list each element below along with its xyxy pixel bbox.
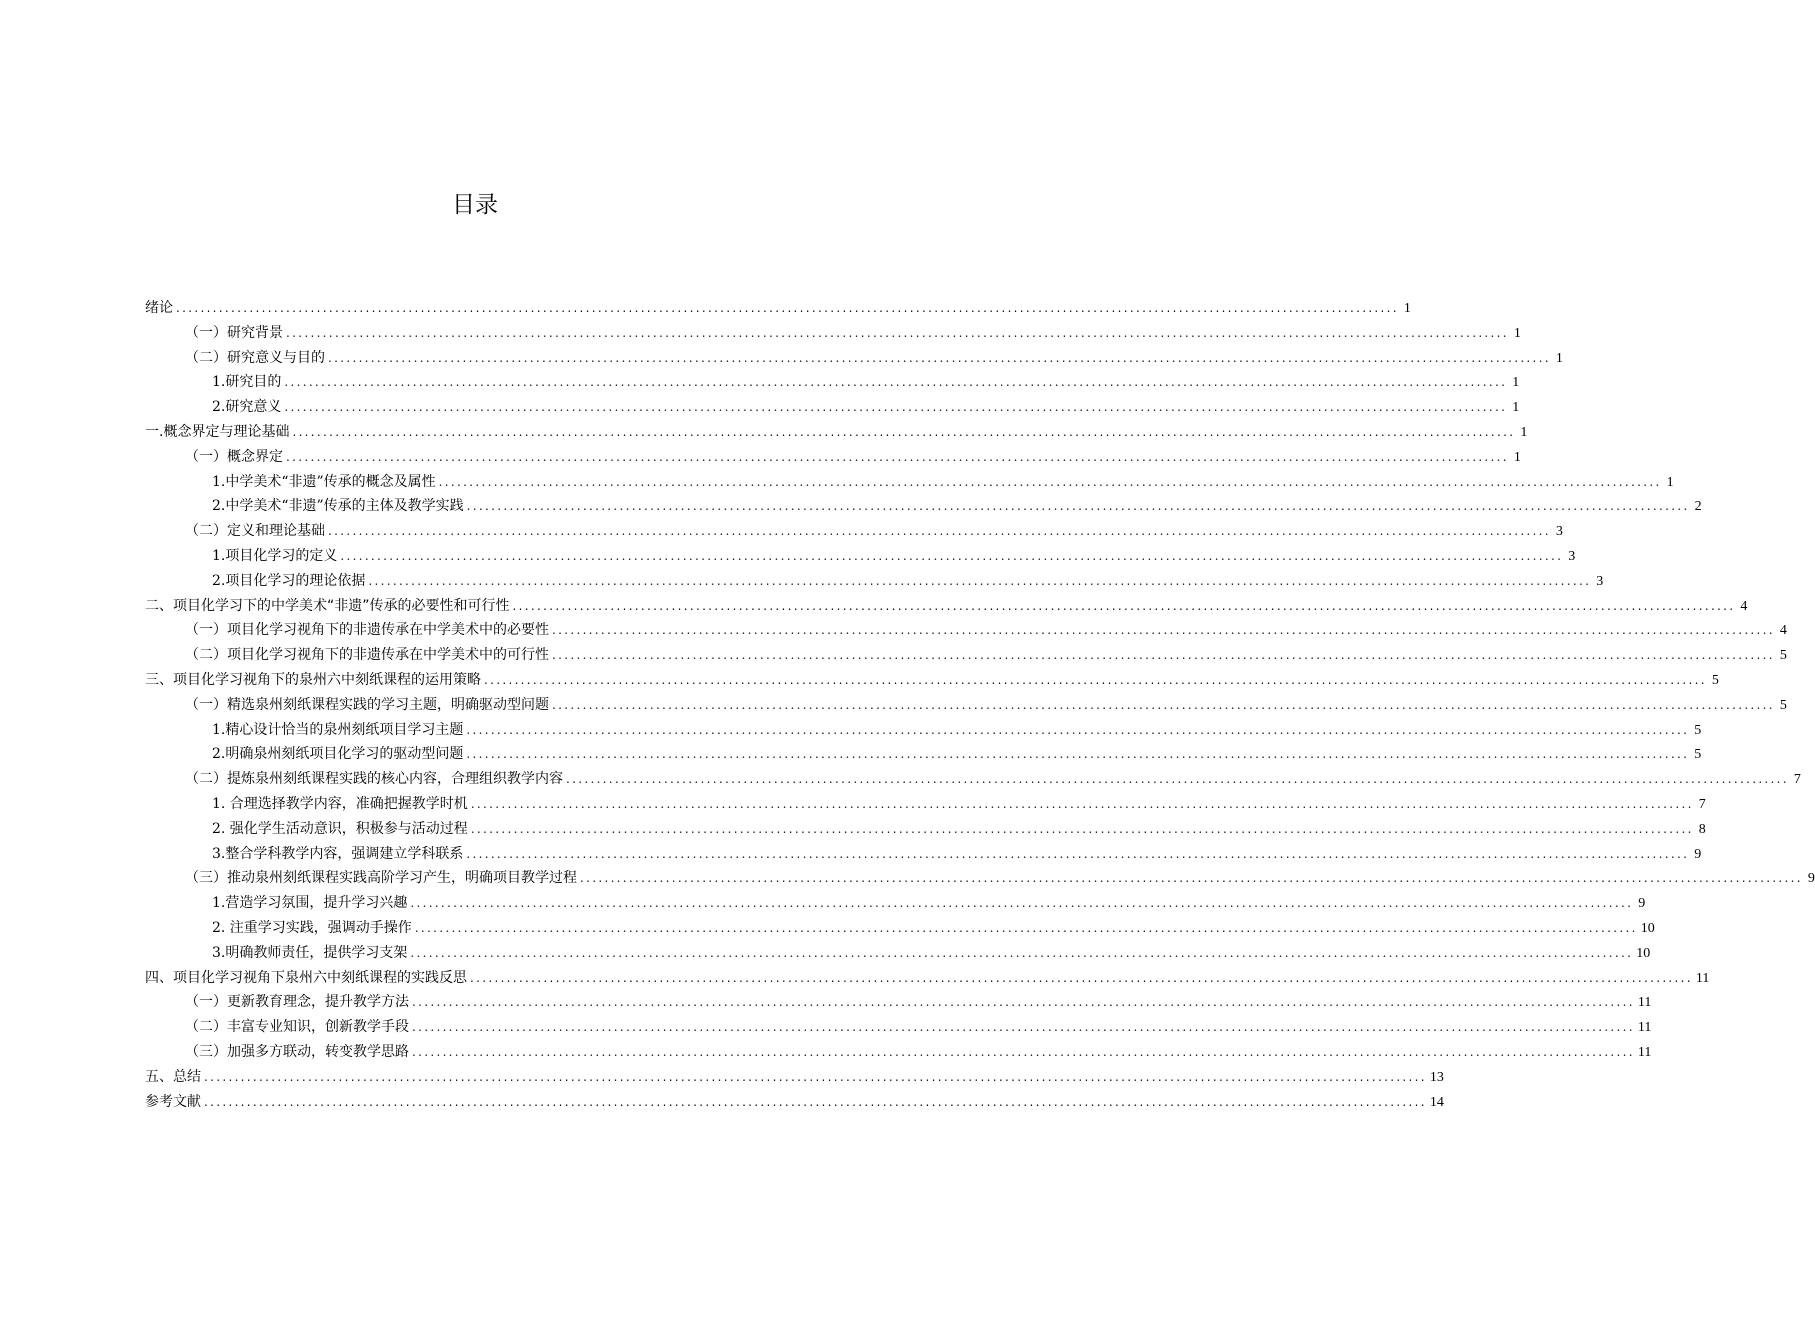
toc-leader-dots: ........................................................................................................................................................................................................: [410, 896, 1634, 911]
toc-leader-dots: ........................................................................................................................................................................................................: [368, 573, 1592, 588]
toc-entry-label: 3.明确教师责任，提供学习支架: [212, 944, 408, 961]
toc-entry-label: 1.精心设计恰当的泉州刻纸项目学习主题: [212, 721, 464, 738]
toc-page-number: 10: [1636, 945, 1651, 961]
toc-leader-dots: ........................................................................................................................................................................................................: [286, 449, 1509, 464]
toc-entry[interactable]: [145, 520, 1563, 545]
toc-page-number: 11: [1637, 1020, 1652, 1036]
toc-entry[interactable]: [145, 545, 1576, 570]
toc-entry-label: 绪论: [145, 300, 173, 316]
toc-leader-dots: ........................................................................................................................................................................................................: [552, 697, 1775, 712]
toc-page-number: 11: [1637, 995, 1652, 1011]
toc-page-number: 13: [1429, 1069, 1444, 1085]
toc-page-number: 11: [1695, 970, 1710, 986]
toc-page-number: 1: [1403, 301, 1411, 316]
toc-leader-dots: ........................................................................................................................................................................................................: [412, 1044, 1635, 1059]
toc-page-number: 1: [1512, 375, 1520, 391]
toc-leader-dots: ........................................................................................................................................................................................................: [204, 1069, 1427, 1084]
toc-entry-label: 2.研究意义: [212, 399, 282, 416]
toc-entry[interactable]: [145, 471, 1674, 496]
toc-entry[interactable]: [145, 743, 1702, 768]
toc-leader-dots: ........................................................................................................................................................................................................: [414, 920, 1638, 935]
toc-leader-dots: ........................................................................................................................................................................................................: [484, 672, 1707, 687]
toc-page-number: 10: [1640, 920, 1655, 936]
toc-entry[interactable]: [145, 991, 1652, 1016]
toc-entry-label: （一）概念界定: [185, 448, 283, 465]
toc-page-number: 11: [1637, 1044, 1652, 1060]
toc-entry-label: （二）提炼泉州刻纸课程实践的核心内容，合理组织教学内容: [185, 771, 563, 788]
toc-entry[interactable]: [145, 669, 1719, 694]
toc-entry[interactable]: [145, 768, 1801, 793]
toc-page-number: 5: [1694, 747, 1702, 763]
toc-entry[interactable]: [145, 917, 1655, 942]
toc-page-number: 1: [1555, 350, 1563, 366]
toc-entry[interactable]: [145, 818, 1706, 843]
toc-page-number: 1: [1513, 449, 1521, 465]
toc-page-number: 7: [1698, 796, 1706, 812]
toc-leader-dots: ........................................................................................................................................................................................................: [566, 772, 1789, 787]
toc-entry[interactable]: [145, 570, 1604, 595]
toc-entry-label: 三、项目化学习视角下的泉州六中刻纸课程的运用策略: [145, 671, 481, 688]
toc-page-number: 8: [1698, 821, 1706, 837]
toc-entry[interactable]: [145, 793, 1706, 818]
toc-leader-dots: ........................................................................................................................................................................................................: [176, 301, 1399, 315]
toc-entry-label: 2.明确泉州刻纸项目化学习的驱动型问题: [212, 746, 464, 763]
toc-entry[interactable]: [145, 619, 1787, 644]
toc-page-number: 1: [1512, 400, 1520, 416]
toc-entry-label: 四、项目化学习视角下泉州六中刻纸课程的实践反思: [145, 969, 467, 986]
toc-entry-label: 五、总结: [145, 1068, 201, 1085]
toc-leader-dots: ........................................................................................................................................................................................................: [284, 375, 1508, 390]
toc-page-number: 9: [1694, 846, 1702, 862]
toc-entry[interactable]: [145, 942, 1651, 967]
toc-page-number: 9: [1807, 871, 1815, 887]
table-of-contents: [145, 297, 1815, 1115]
toc-entry-label: （一）更新教育理念，提升教学方法: [185, 994, 409, 1011]
toc-entry[interactable]: [145, 421, 1528, 446]
toc-entry[interactable]: [145, 719, 1702, 744]
toc-page-number: 3: [1568, 548, 1576, 564]
toc-leader-dots: ........................................................................................................................................................................................................: [470, 821, 1694, 836]
toc-leader-dots: ........................................................................................................................................................................................................: [466, 747, 1690, 762]
toc-entry[interactable]: [145, 843, 1702, 868]
toc-entry-label: （一）研究背景: [185, 324, 283, 341]
toc-entry-label: （二）定义和理论基础: [185, 523, 325, 540]
toc-leader-dots: ........................................................................................................................................................................................................: [470, 970, 1693, 985]
toc-leader-dots: ........................................................................................................................................................................................................: [438, 474, 1662, 489]
toc-page-number: 2: [1694, 499, 1702, 515]
toc-page-number: 5: [1711, 672, 1719, 688]
toc-entry-label: 1.营造学习氛围，提升学习兴趣: [212, 895, 408, 912]
toc-entry-label: 1.研究目的: [212, 374, 282, 391]
toc-entry-label: （二）丰富专业知识，创新教学手段: [185, 1019, 409, 1036]
toc-leader-dots: ........................................................................................................................................................................................................: [284, 400, 1508, 415]
toc-entry[interactable]: [145, 347, 1563, 372]
toc-leader-dots: ........................................................................................................................................................................................................: [552, 623, 1775, 638]
toc-page-number: 5: [1779, 648, 1787, 664]
toc-entry-label: 2.项目化学习的理论依据: [212, 572, 366, 589]
toc-entry[interactable]: [145, 1041, 1652, 1066]
toc-entry-label: 一.概念界定与理论基础: [145, 423, 290, 440]
toc-page-number: 1: [1520, 424, 1528, 440]
toc-entry[interactable]: [145, 371, 1520, 396]
toc-entry[interactable]: [145, 694, 1787, 719]
toc-entry[interactable]: [145, 396, 1520, 421]
toc-leader-dots: ........................................................................................................................................................................................................: [470, 796, 1694, 811]
toc-entry-label: 2. 注重学习实践，强调动手操作: [212, 919, 412, 936]
toc-leader-dots: ........................................................................................................................................................................................................: [328, 524, 1551, 539]
toc-page-number: 3: [1596, 573, 1604, 589]
toc-entry-label: （一）项目化学习视角下的非遗传承在中学美术中的必要性: [185, 622, 549, 639]
toc-leader-dots: ........................................................................................................................................................................................................: [292, 424, 1516, 439]
toc-entry-label: （三）推动泉州刻纸课程实践高阶学习产生，明确项目教学过程: [185, 870, 577, 887]
toc-leader-dots: ........................................................................................................................................................................................................: [286, 325, 1509, 340]
toc-leader-dots: ........................................................................................................................................................................................................: [466, 499, 1690, 514]
toc-entry[interactable]: [145, 967, 1710, 992]
toc-entry-label: 3.整合学科教学内容，强调建立学科联系: [212, 845, 464, 862]
toc-entry[interactable]: [145, 297, 1411, 322]
toc-entry-label: 1.中学美术“非遗”传承的概念及属性: [212, 473, 436, 490]
toc-entry[interactable]: [145, 595, 1748, 620]
toc-entry[interactable]: [145, 867, 1815, 892]
toc-title: 目录: [452, 192, 498, 218]
toc-entry[interactable]: [145, 1091, 1444, 1116]
toc-entry-label: 2. 强化学生活动意识，积极参与活动过程: [212, 820, 468, 837]
toc-leader-dots: ........................................................................................................................................................................................................: [552, 648, 1775, 663]
toc-entry[interactable]: [145, 892, 1646, 917]
toc-entry-label: （一）精选泉州刻纸课程实践的学习主题，明确驱动型问题: [185, 696, 549, 713]
toc-entry-label: （二）研究意义与目的: [185, 349, 325, 366]
toc-entry-label: 参考文献: [145, 1093, 201, 1110]
toc-page-number: 1: [1513, 325, 1521, 341]
toc-page-number: 1: [1666, 474, 1674, 490]
toc-leader-dots: ........................................................................................................................................................................................................: [580, 871, 1803, 886]
toc-leader-dots: ........................................................................................................................................................................................................: [410, 945, 1634, 960]
toc-leader-dots: ........................................................................................................................................................................................................: [512, 598, 1736, 613]
toc-leader-dots: ........................................................................................................................................................................................................: [412, 995, 1635, 1010]
toc-leader-dots: ........................................................................................................................................................................................................: [466, 722, 1690, 737]
toc-leader-dots: ........................................................................................................................................................................................................: [466, 846, 1690, 861]
toc-entry-label: （三）加强多方联动，转变教学思路: [185, 1043, 409, 1060]
toc-page-number: 5: [1694, 722, 1702, 738]
toc-page-number: 5: [1779, 697, 1787, 713]
toc-entry[interactable]: [145, 495, 1702, 520]
toc-entry-label: （二）项目化学习视角下的非遗传承在中学美术中的可行性: [185, 647, 549, 664]
toc-page-number: 4: [1779, 623, 1787, 639]
toc-page-number: 7: [1793, 772, 1801, 788]
toc-entry[interactable]: [145, 446, 1521, 471]
toc-entry[interactable]: [145, 644, 1787, 669]
toc-entry-label: 1. 合理选择教学内容，准确把握教学时机: [212, 795, 468, 812]
toc-page-number: 3: [1555, 524, 1563, 540]
toc-leader-dots: ........................................................................................................................................................................................................: [412, 1020, 1635, 1035]
toc-entry[interactable]: [145, 322, 1521, 347]
toc-entry[interactable]: [145, 1016, 1652, 1041]
toc-page-number: 4: [1740, 598, 1748, 614]
toc-page-number: 14: [1429, 1094, 1444, 1110]
toc-entry[interactable]: [145, 1066, 1444, 1091]
toc-leader-dots: ........................................................................................................................................................................................................: [204, 1094, 1427, 1109]
toc-page-number: 9: [1638, 896, 1646, 912]
toc-entry-label: 1.项目化学习的定义: [212, 547, 338, 564]
toc-leader-dots: ........................................................................................................................................................................................................: [340, 548, 1564, 563]
toc-entry-label: 二、项目化学习下的中学美术“非遗”传承的必要性和可行性: [145, 597, 510, 614]
toc-leader-dots: ........................................................................................................................................................................................................: [328, 350, 1551, 365]
toc-entry-label: 2.中学美术“非遗”传承的主体及教学实践: [212, 498, 464, 515]
